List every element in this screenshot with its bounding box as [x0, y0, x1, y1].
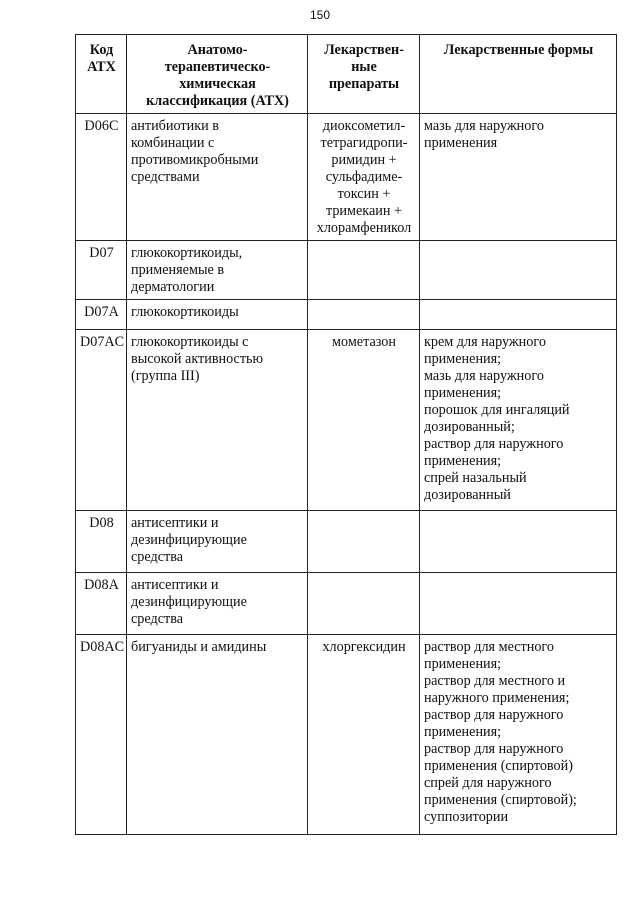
classification-cell	[127, 300, 308, 330]
classification-cell	[127, 635, 308, 835]
text-line: применения (спиртовой)	[424, 758, 573, 774]
drugs-cell	[308, 330, 420, 511]
text-line: раствор для местного и	[424, 673, 566, 689]
text-line: тетрагидропи-	[320, 135, 408, 151]
classification-cell	[127, 241, 308, 300]
text-line: Лекарственные формы	[443, 42, 594, 58]
text-line: Код	[89, 42, 114, 58]
table-row	[76, 511, 617, 573]
text-line: дезинфицирующие	[131, 532, 247, 548]
table-row	[76, 635, 617, 835]
table-row	[76, 300, 617, 330]
text-line: порошок для ингаляций	[424, 402, 570, 418]
text-line: хлорамфеникол	[316, 220, 412, 236]
text-line: средства	[131, 611, 184, 627]
text-line: применения;	[424, 724, 502, 740]
text-line: химическая	[179, 76, 256, 92]
text-line: применения (спиртовой);	[424, 792, 577, 808]
atx-code-cell: D07AC	[76, 330, 127, 511]
text-line: глюкокортикоиды	[131, 304, 239, 320]
text-line: мазь для наружного	[424, 118, 544, 134]
atx-code-cell: D08AC	[76, 635, 127, 835]
text-line: применения;	[424, 656, 502, 672]
text-line: применяемые в	[131, 262, 225, 278]
text-line: хлоргексидин	[322, 639, 406, 655]
text-line: крем для наружного	[424, 334, 546, 350]
drugs-cell	[308, 241, 420, 300]
text-line: мазь для наружного	[424, 368, 544, 384]
text-line: Лекарствен-	[324, 42, 404, 58]
text-line: наружного применения;	[424, 690, 570, 706]
text-line: Анатомо-	[187, 42, 248, 58]
text-line: препараты	[328, 76, 400, 92]
atx-code-cell: D08A	[76, 573, 127, 635]
text-line: средствами	[131, 169, 200, 185]
text-line: средства	[131, 549, 184, 565]
classification-cell	[127, 573, 308, 635]
drugs-cell	[308, 300, 420, 330]
classification-cell	[127, 511, 308, 573]
text-line: комбинации с	[131, 135, 215, 151]
text-line: высокой активностью	[131, 351, 264, 367]
text-line: раствор для наружного	[424, 436, 564, 452]
text-line: применения	[424, 135, 498, 151]
atx-code-cell: D07	[76, 241, 127, 300]
drugs-cell	[308, 573, 420, 635]
text-line: спрей назальный	[424, 470, 527, 486]
text-line: раствор для наружного	[424, 741, 564, 757]
text-line: дезинфицирующие	[131, 594, 247, 610]
forms-cell	[420, 330, 617, 511]
table-header-row	[76, 35, 617, 114]
text-line: раствор для местного	[424, 639, 554, 655]
text-line: антибиотики в	[131, 118, 219, 134]
text-line: применения;	[424, 453, 502, 469]
header-forms	[420, 35, 617, 114]
atx-code-cell: D08	[76, 511, 127, 573]
text-line: ные	[351, 59, 377, 75]
text-line: (группа III)	[131, 368, 200, 384]
table-row	[76, 114, 617, 241]
text-line: глюкокортикоиды с	[131, 334, 249, 350]
forms-cell	[420, 635, 617, 835]
text-line: диоксометил-	[322, 118, 406, 134]
text-line: применения;	[424, 351, 502, 367]
header-drugs	[308, 35, 420, 114]
text-line: мометазон	[332, 334, 396, 350]
text-line: токсин +	[337, 186, 391, 202]
text-line: дозированный;	[424, 419, 515, 435]
text-line: спрей для наружного	[424, 775, 552, 791]
header-classification	[127, 35, 308, 114]
table-row	[76, 330, 617, 511]
text-line: применения;	[424, 385, 502, 401]
text-line: дерматологии	[131, 279, 215, 295]
text-line: бигуаниды и амидины	[131, 639, 267, 655]
drugs-cell	[308, 511, 420, 573]
text-line: суппозитории	[424, 809, 509, 825]
drugs-cell	[308, 635, 420, 835]
forms-cell	[420, 300, 617, 330]
atx-code-cell: D07A	[76, 300, 127, 330]
text-line: антисептики и	[131, 577, 219, 593]
text-line: тримекаин +	[325, 203, 403, 219]
forms-cell	[420, 511, 617, 573]
table-row	[76, 241, 617, 300]
text-line: римидин +	[331, 152, 397, 168]
table-row	[76, 573, 617, 635]
drugs-cell	[308, 114, 420, 241]
page-number: 150	[309, 8, 331, 22]
forms-cell	[420, 573, 617, 635]
forms-cell	[420, 241, 617, 300]
classification-cell	[127, 330, 308, 511]
classification-cell	[127, 114, 308, 241]
atx-drug-table	[75, 34, 617, 835]
header-code	[76, 35, 127, 114]
text-line: АТХ	[87, 59, 116, 75]
text-line: глюкокортикоиды,	[131, 245, 243, 261]
atx-code-cell: D06C	[76, 114, 127, 241]
text-line: сульфадиме-	[325, 169, 403, 185]
text-line: классификация (АТХ)	[146, 93, 289, 109]
forms-cell	[420, 114, 617, 241]
text-line: противомикробными	[131, 152, 259, 168]
text-line: раствор для наружного	[424, 707, 564, 723]
text-line: антисептики и	[131, 515, 219, 531]
text-line: дозированный	[424, 487, 511, 503]
text-line: терапевтическо-	[164, 59, 271, 75]
